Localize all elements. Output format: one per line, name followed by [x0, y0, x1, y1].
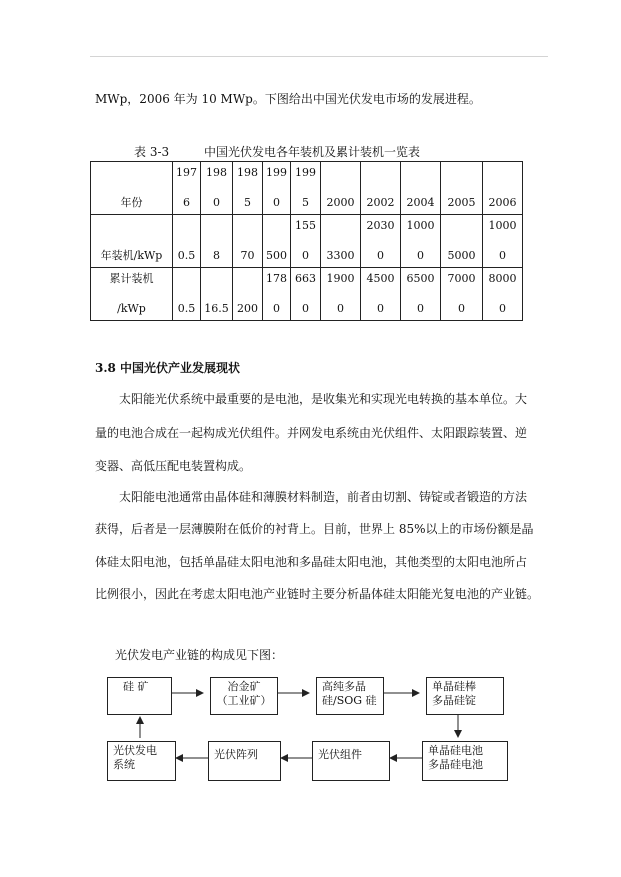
table-cell: 155 0 — [291, 215, 321, 268]
box-metallurgical: 冶金矿 （工业矿） — [210, 677, 278, 715]
table-cell: 2005 — [441, 162, 483, 215]
table-cell: 2002 — [361, 162, 401, 215]
para2-line3: 体硅太阳电池，包括单晶硅太阳电池和多晶硅太阳电池，其他类型的太阳电池所占 — [95, 555, 528, 569]
table-cell: 198 5 — [233, 162, 263, 215]
table-cell: 6500 0 — [401, 268, 441, 321]
table-cell: 2004 — [401, 162, 441, 215]
para1-line2: 量的电池合成在一起构成光伏组件。并网发电系统由光伏组件、太阳跟踪装置、逆 — [95, 426, 528, 440]
para2-line2: 获得，后者是一层薄膜附在低价的衬背上。目前，世界上 85%以上的市场份额是晶 — [95, 522, 534, 536]
table-cell: 199 5 — [291, 162, 321, 215]
table-cell: 5000 — [441, 215, 483, 268]
para1-line1: 太阳能光伏系统中最重要的是电池，是收集光和实现光电转换的基本单位。大 — [119, 392, 528, 406]
row-label-year: 年份 — [91, 162, 173, 215]
row-label-annual: 年装机/kWp — [91, 215, 173, 268]
table-cell: 199 0 — [263, 162, 291, 215]
table-cell: 200 — [233, 268, 263, 321]
box-pv-system: 光伏发电 系统 — [107, 741, 176, 781]
chain-intro: 光伏发电产业链的构成见下图： — [115, 648, 284, 662]
table-cell: 198 0 — [201, 162, 233, 215]
para2-line1: 太阳能电池通常由晶体硅和薄膜材料制造，前者由切割、铸锭或者锻造的方法 — [119, 490, 528, 504]
table-cell: 197 6 — [173, 162, 201, 215]
section-heading: 3.8 中国光伏产业发展现状 — [95, 361, 241, 375]
table-cell: 70 — [233, 215, 263, 268]
table-cell: 1000 0 — [401, 215, 441, 268]
table-number: 表 3-3 — [134, 145, 170, 159]
table-cell: 8000 0 — [483, 268, 523, 321]
box-ingot: 单晶硅棒 多晶硅锭 — [426, 677, 504, 715]
para1-line3: 变器、高低压配电装置构成。 — [95, 459, 252, 473]
table-title: 中国光伏发电各年装机及累计装机一览表 — [204, 145, 421, 159]
box-pv-array: 光伏阵列 — [208, 741, 281, 781]
intro-line: MWp，2006 年为 10 MWp。下图给出中国光伏发电市场的发展进程。 — [95, 92, 481, 106]
table-cell: 16.5 — [201, 268, 233, 321]
box-pv-module: 光伏组件 — [312, 741, 390, 781]
table-cell: 2000 — [321, 162, 361, 215]
table-cell: 2006 — [483, 162, 523, 215]
table-cell: 1000 0 — [483, 215, 523, 268]
table-cell: 8 — [201, 215, 233, 268]
box-silicon-ore: 硅 矿 — [107, 677, 172, 715]
table-cell: 7000 0 — [441, 268, 483, 321]
para2-line4: 比例很小，因此在考虑太阳电池产业链时主要分析晶体硅太阳能光复电池的产业链。 — [95, 587, 540, 601]
table-cell: 663 0 — [291, 268, 321, 321]
table-cell: 0.5 — [173, 215, 201, 268]
table-cell: 0.5 — [173, 268, 201, 321]
table-cell: 4500 0 — [361, 268, 401, 321]
table-cell: 178 0 — [263, 268, 291, 321]
box-polysilicon: 高纯多晶 硅/SOG 硅 — [316, 677, 384, 715]
table-cell: 500 — [263, 215, 291, 268]
table-cell: 1900 0 — [321, 268, 361, 321]
table-cell: 3300 — [321, 215, 361, 268]
row-label-cumulative: 累计装机 /kWp — [91, 268, 173, 321]
table-cell: 2030 0 — [361, 215, 401, 268]
box-solar-cells: 单晶硅电池 多晶硅电池 — [422, 741, 508, 781]
